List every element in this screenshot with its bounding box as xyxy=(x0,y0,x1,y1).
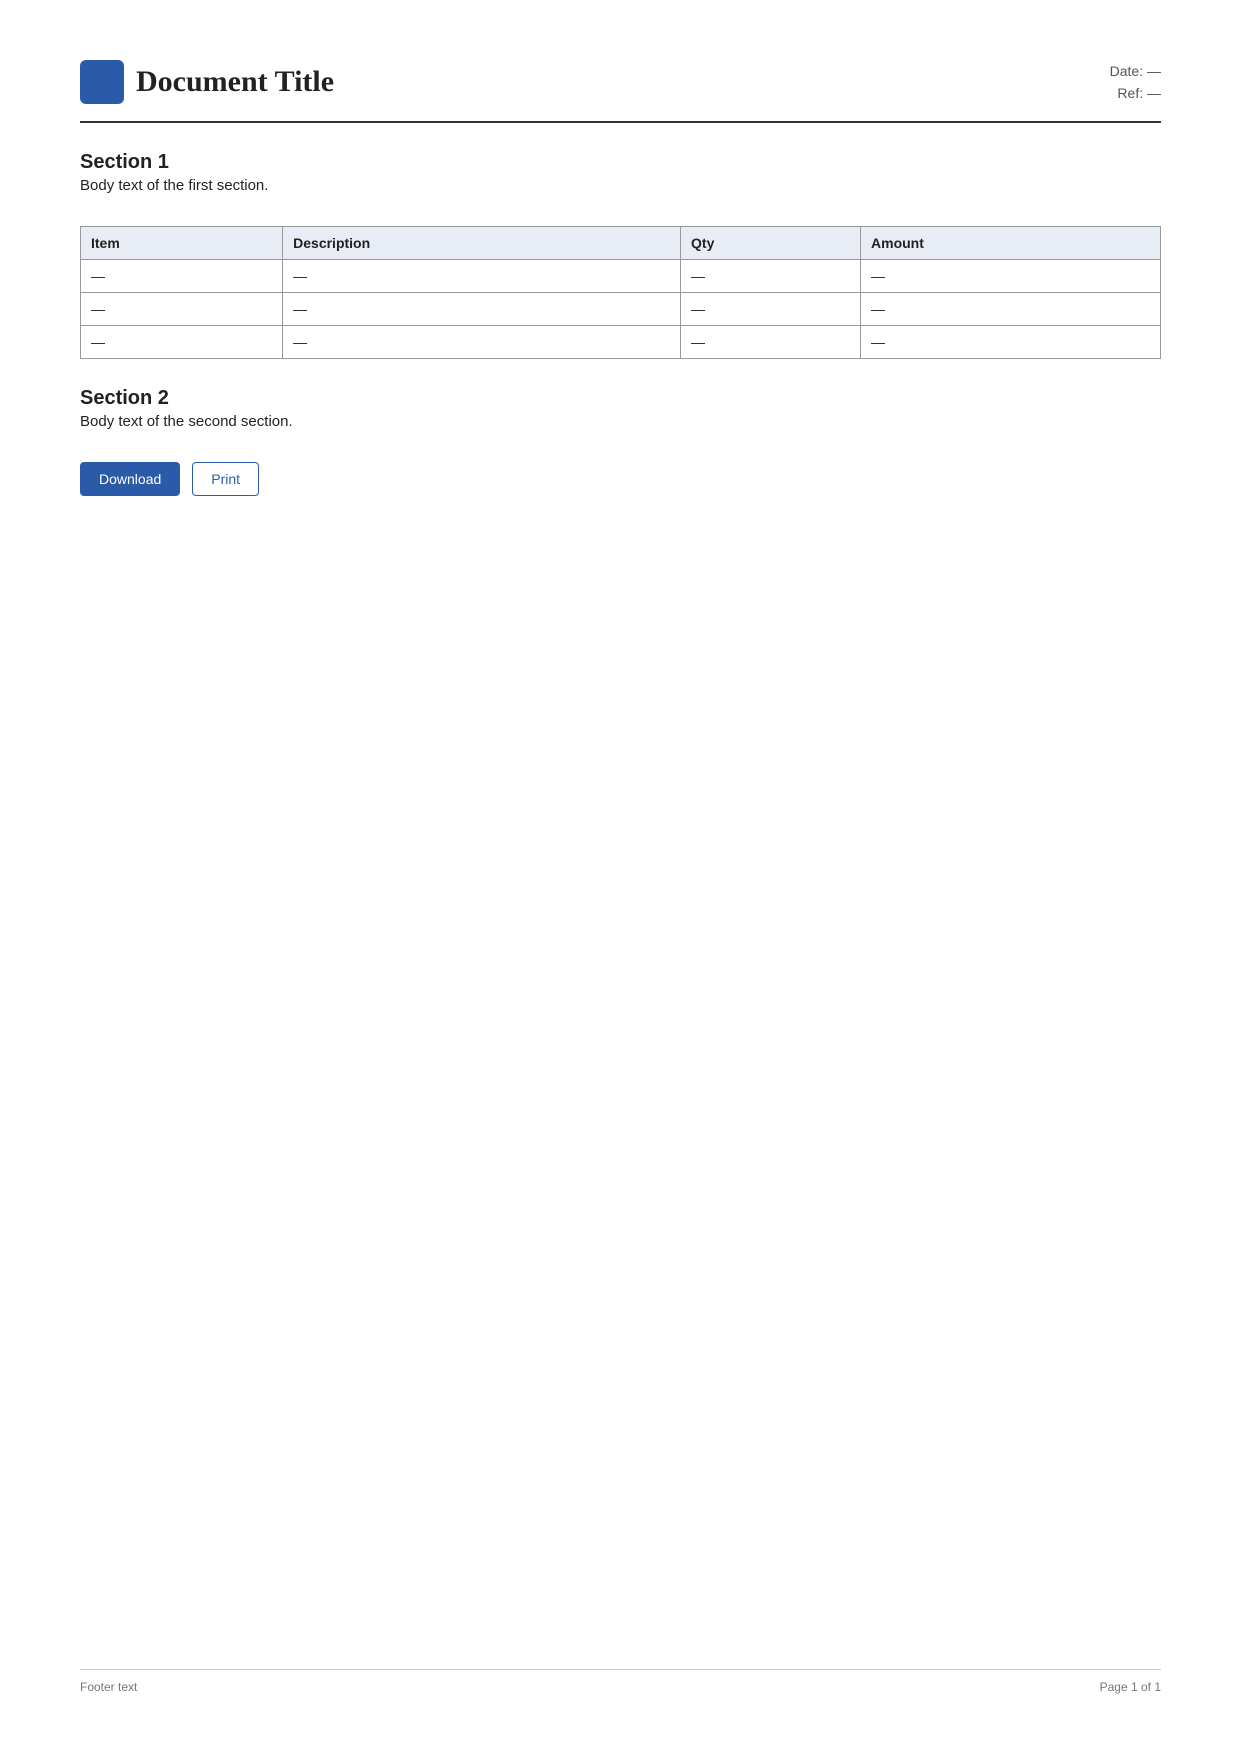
table-cell: — xyxy=(681,325,861,358)
table-cell: — xyxy=(81,325,283,358)
section-heading: Section 2 xyxy=(80,386,169,409)
section-body: Body text of the first section. xyxy=(80,176,269,194)
page-title: Document Title xyxy=(136,65,335,99)
column-header: Description xyxy=(283,226,681,259)
section-body: Body text of the second section. xyxy=(80,412,293,430)
document-reference: Ref: — xyxy=(1117,85,1161,102)
table-cell: — xyxy=(861,259,1161,292)
column-header: Amount xyxy=(861,226,1161,259)
action-bar xyxy=(80,462,1161,496)
table-row xyxy=(81,325,1161,358)
section xyxy=(80,387,1161,434)
column-header: Qty xyxy=(681,226,861,259)
table-cell: — xyxy=(861,292,1161,325)
print-button[interactable]: Print xyxy=(192,462,259,496)
page-number: Page 1 of 1 xyxy=(1099,1680,1161,1694)
document-meta xyxy=(1110,60,1161,105)
section xyxy=(80,151,1161,198)
table-row xyxy=(81,259,1161,292)
logo-mark-icon xyxy=(80,60,124,104)
document-header xyxy=(80,60,1161,123)
download-button[interactable]: Download xyxy=(80,462,180,496)
table-cell: — xyxy=(283,325,681,358)
table-header-row xyxy=(81,226,1161,259)
table-cell: — xyxy=(681,259,861,292)
table-cell: — xyxy=(283,259,681,292)
document-date: Date: — xyxy=(1109,63,1161,79)
table-row xyxy=(81,292,1161,325)
table-cell: — xyxy=(81,259,283,292)
table-cell: — xyxy=(283,292,681,325)
column-header: Item xyxy=(81,226,283,259)
table-cell: — xyxy=(81,292,283,325)
section-heading: Section 1 xyxy=(80,150,169,173)
document-footer xyxy=(80,1669,1161,1694)
footer-text: Footer text xyxy=(80,1680,138,1694)
table-cell: — xyxy=(861,325,1161,358)
table-cell: — xyxy=(681,292,861,325)
data-table xyxy=(80,226,1161,359)
logo xyxy=(80,60,334,104)
